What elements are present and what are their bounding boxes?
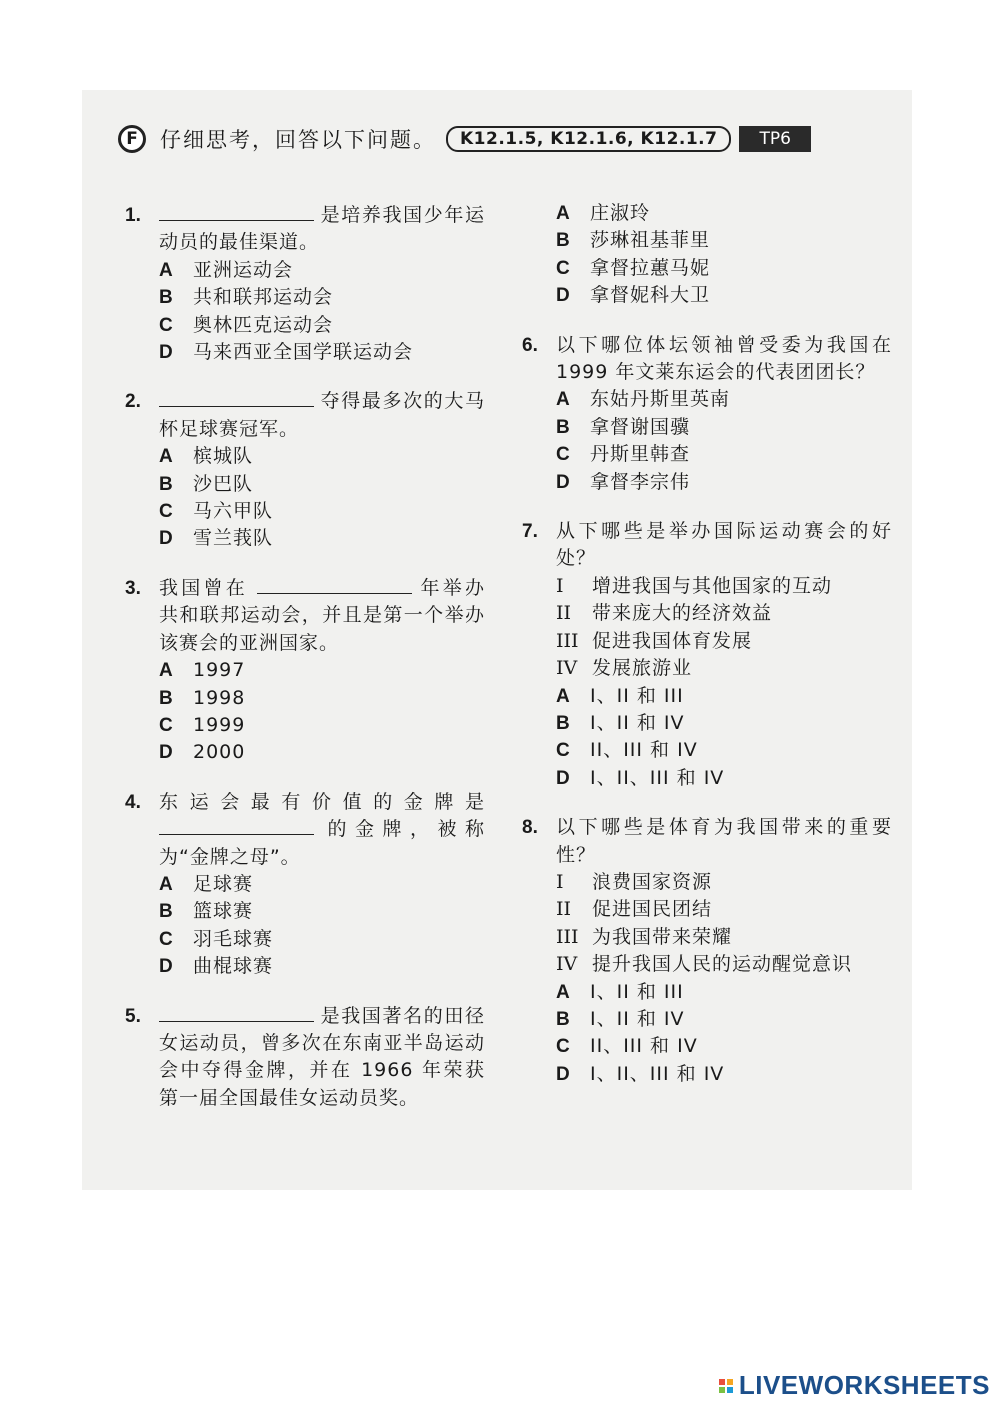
question-8 <box>522 814 892 1088</box>
logo-icon <box>719 1379 733 1393</box>
question-number: 1. <box>125 205 141 226</box>
question-number: 6. <box>522 334 538 356</box>
option-row[interactable]: C 马六甲队 <box>159 500 274 523</box>
option-row[interactable]: B 共和联邦运动会 <box>159 286 334 309</box>
question-text: 夺得最多次的大马杯足球赛冠军。 <box>159 390 485 440</box>
standard-codes: K12.1.5, K12.1.6, K12.1.7 <box>446 126 731 152</box>
instruction-text: 仔细思考，回答以下问题。 <box>160 128 436 152</box>
question-3 <box>125 575 485 767</box>
option-row[interactable]: A 亚洲运动会 <box>159 258 294 281</box>
option-row[interactable]: D 马来西亚全国学联运动会 <box>159 341 414 364</box>
section-badge: F <box>118 125 146 153</box>
question-number: 2. <box>125 391 141 413</box>
option-row[interactable]: C 丹斯里韩查 <box>556 443 691 466</box>
section-header <box>118 122 811 156</box>
statement-row: III 为我国带来荣耀 <box>556 925 733 948</box>
option-row[interactable]: A 1997 <box>159 659 246 682</box>
option-row[interactable]: D 拿督李宗伟 <box>556 470 691 493</box>
left-column <box>125 202 485 1112</box>
question-5-options <box>522 200 892 310</box>
option-row[interactable]: C 奥林匹克运动会 <box>159 313 334 336</box>
answer-blank[interactable] <box>257 575 412 594</box>
option-row[interactable]: B 沙巴队 <box>159 472 254 495</box>
option-row[interactable]: A I、II 和 III <box>556 980 684 1003</box>
option-row[interactable]: D 曲棍球赛 <box>159 955 274 978</box>
question-text: 以下哪些是体育为我国带来的重要性？ <box>556 816 892 866</box>
option-row[interactable]: D I、II、III 和 IV <box>556 1062 725 1085</box>
option-row[interactable]: C 羽毛球赛 <box>159 927 274 950</box>
option-row[interactable]: B 1998 <box>159 686 246 709</box>
answer-blank[interactable] <box>159 816 314 835</box>
option-row[interactable]: B I、II 和 IV <box>556 1007 685 1030</box>
tp-badge: TP6 <box>739 126 810 152</box>
option-row[interactable]: D I、II、III 和 IV <box>556 766 725 789</box>
option-row[interactable]: C 1999 <box>159 713 246 736</box>
question-text: 以下哪位体坛领袖曾受委为我国在 1999 年文莱东运会的代表团团长？ <box>556 333 892 384</box>
option-row[interactable]: D 拿督妮科大卫 <box>556 284 711 307</box>
question-text: 我国曾在 <box>159 576 248 599</box>
option-row[interactable]: B I、II 和 IV <box>556 711 685 734</box>
option-row[interactable]: B 莎琳祖基菲里 <box>556 229 711 252</box>
statement-row: IV 发展旅游业 <box>556 657 693 680</box>
right-column <box>522 200 892 1088</box>
answer-blank[interactable] <box>159 202 314 221</box>
question-text: 是我国著名的田径女运动员，曾多次在东南亚半岛运动会中夺得金牌，并在 1966 年荣获第一届全国最佳女运动员奖。 <box>159 1004 485 1109</box>
option-row[interactable]: B 篮球赛 <box>159 900 254 923</box>
question-text: 的金牌，被称为“金牌之母”。 <box>159 818 485 868</box>
statement-row: II 促进国民团结 <box>556 898 713 921</box>
statement-row: IV 提升我国人民的运动醒觉意识 <box>556 953 853 976</box>
option-row[interactable]: A 足球赛 <box>159 872 254 895</box>
question-6 <box>522 332 892 496</box>
question-number: 7. <box>522 521 538 543</box>
option-row[interactable]: C II、III 和 IV <box>556 1035 698 1058</box>
option-row[interactable]: A 东姑丹斯里英南 <box>556 388 731 411</box>
logo-text: LIVEWORKSHEETS <box>738 1370 990 1400</box>
question-number: 4. <box>125 791 141 813</box>
question-4 <box>125 789 485 981</box>
statement-row: III 促进我国体育发展 <box>556 629 753 652</box>
option-row[interactable]: C II、III 和 IV <box>556 739 698 762</box>
question-text: 是培养我国少年运动员的最佳渠道。 <box>159 204 485 254</box>
statement-row: I 浪费国家资源 <box>556 870 713 893</box>
option-row[interactable]: C 拿督拉蕙马妮 <box>556 256 711 279</box>
question-number: 5. <box>125 1005 141 1027</box>
option-row[interactable]: A 槟城队 <box>159 445 254 468</box>
question-2 <box>125 388 485 552</box>
question-number: 3. <box>125 577 141 599</box>
question-1 <box>125 202 485 366</box>
statement-row: I 增进我国与其他国家的互动 <box>556 574 833 597</box>
option-row[interactable]: B 拿督谢国骥 <box>556 415 691 438</box>
question-5 <box>125 1003 485 1113</box>
question-text: 从下哪些是举办国际运动赛会的好处？ <box>556 520 892 570</box>
question-7 <box>522 518 892 792</box>
liveworksheets-logo[interactable] <box>719 1370 990 1401</box>
question-text: 年举办共和联邦运动会，并且是第一个举办该赛会的亚洲国家。 <box>159 576 485 654</box>
option-row[interactable]: D 雪兰莪队 <box>159 527 274 550</box>
option-row[interactable]: A I、II 和 III <box>556 684 684 707</box>
question-text: 东运会最有价值的金牌是 <box>159 790 485 813</box>
option-row[interactable]: A 庄淑玲 <box>556 202 651 224</box>
question-number: 8. <box>522 817 538 839</box>
statement-row: II 带来庞大的经济效益 <box>556 602 773 625</box>
answer-blank[interactable] <box>159 1003 314 1022</box>
answer-blank[interactable] <box>159 388 314 407</box>
option-row[interactable]: D 2000 <box>159 741 246 764</box>
